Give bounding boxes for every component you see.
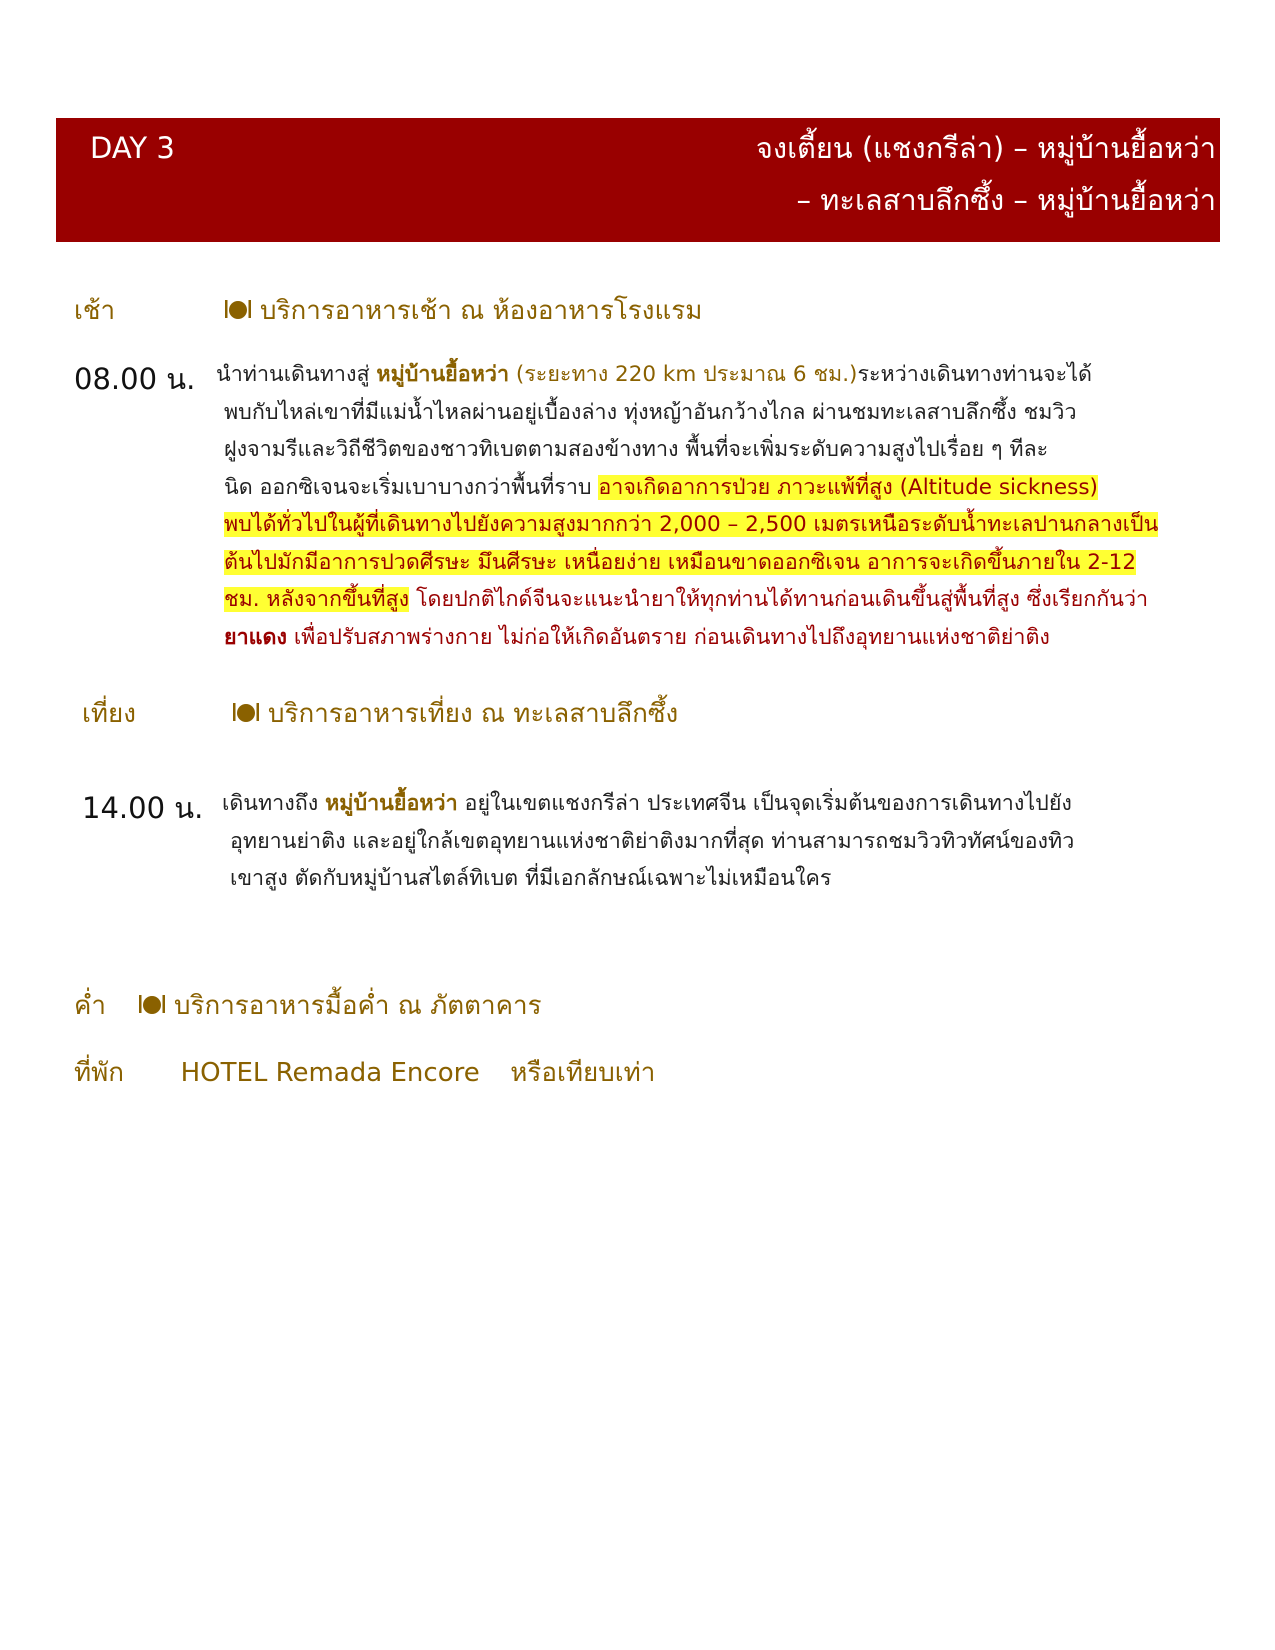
- text-segment: เดินทางถึง: [222, 791, 326, 816]
- lunch-desc: [232, 693, 678, 734]
- text-segment: นำท่านเดินทางสู่: [216, 362, 377, 387]
- distance-note: (ระยะทาง 220 km ประมาณ 6 ชม.): [509, 362, 858, 387]
- paragraph-0800-line-2: พบกับไหล่เขาที่มีแม่น้ำไหลผ่านอยู่เบื้องล่าง ทุ่งหญ้าอันกว้างไกล ผ่านชมทะเลสาบลึกซึ้ง ชมวิว: [224, 399, 1077, 425]
- paragraph-0800-line-8: [216, 619, 1158, 657]
- paragraph-0800-line-5: [216, 506, 1158, 544]
- medicine-note: เพื่อปรับสภาพร่างกาย ไม่ก่อให้เกิดอันตราย ก่อนเดินทางไปถึงอุทยานแห่งชาติย่าติง: [287, 624, 1050, 650]
- paragraph-1400: [222, 785, 1074, 898]
- accommodation-label: ที่พัก: [74, 1058, 125, 1088]
- paragraph-0800-line-4: [216, 469, 1158, 507]
- plate-cutlery-icon: [138, 990, 166, 1018]
- paragraph-0800-line-6: [216, 544, 1158, 582]
- paragraph-0800-line-3: ฝูงจามรีและวิถีชีวิตของชาวทิเบตตามสองข้างทาง พื้นที่จะเพิ่มระดับความสูงไปเรื่อย ๆ ทีละ: [224, 437, 1049, 462]
- day-label: DAY 3: [90, 131, 175, 165]
- plate-cutlery-icon: [224, 295, 252, 323]
- destination-highlight: หมู่บ้านยื้อหว่า: [325, 791, 458, 816]
- dinner-desc: [138, 985, 542, 1026]
- altitude-warning: พบได้ทั่วไปในผู้ที่เดินทางไปยังความสูงมากกว่า 2,000 – 2,500 เมตรเหนือระดับน้ำทะเลปานกลางเป็น: [224, 512, 1159, 537]
- altitude-warning: อาจเกิดอาการป่วย ภาวะแพ้ที่สูง (Altitude sickness): [598, 474, 1098, 500]
- route-line-1: จงเตี้ยน (แชงกรีล่า) – หมู่บ้านยื้อหว่า: [755, 131, 1216, 165]
- paragraph-0800-line-7: [216, 581, 1158, 619]
- lunch-desc-text: บริการอาหารเที่ยง ณ ทะเลสาบลึกซึ้ง: [268, 699, 679, 729]
- day-header-banner: [56, 118, 1220, 242]
- paragraph-0800: [216, 356, 1158, 656]
- paragraph-1400-line-2: อุทยานย่าติง และอยู่ใกล้เขตอุทยานแห่งชาติย่าติงมากที่สุด ท่านสามารถชมวิวทิวทัศน์ของทิว: [230, 828, 1075, 854]
- text-segment: ระหว่างเดินทางท่านจะได้: [857, 362, 1092, 387]
- paragraph-1400-line-3: เขาสูง ตัดกับหมู่บ้านสไตล์ทิเบต ที่มีเอกลักษณ์เฉพาะไม่เหมือนใคร: [230, 866, 832, 891]
- lunch-label: เที่ยง: [82, 699, 136, 729]
- red-medicine-name: ยาแดง: [224, 624, 287, 650]
- altitude-warning: ชม. หลังจากขึ้นที่สูง: [224, 587, 410, 612]
- hotel-alternative: หรือเทียบเท่า: [510, 1058, 656, 1088]
- breakfast-desc-text: บริการอาหารเช้า ณ ห้องอาหารโรงแรม: [260, 296, 703, 326]
- medicine-note: โดยปกติไกด์จีนจะแนะนำยาให้ทุกท่านได้ทานก่อนเดินขึ้นสู่พื้นที่สูง ซึ่งเรียกกันว่า: [409, 587, 1149, 612]
- destination-highlight: หมู่บ้านยื้อหว่า: [376, 362, 510, 387]
- text-segment: นิด ออกซิเจนจะเริ่มเบาบางกว่าพื้นที่ราบ: [224, 474, 599, 500]
- time-label-1400: 14.00 น.: [82, 791, 204, 825]
- breakfast-desc: [224, 290, 702, 331]
- dinner-label: ค่ำ: [74, 991, 106, 1021]
- accommodation-row: [74, 1052, 655, 1093]
- dinner-desc-text: บริการอาหารมื้อค่ำ ณ ภัตตาคาร: [174, 991, 542, 1021]
- plate-cutlery-icon: [232, 698, 260, 726]
- altitude-warning: ต้นไปมักมีอาการปวดศีรษะ มึนศีรษะ เหนื่อยง่าย เหมือนขาดออกซิเจน อาการจะเกิดขึ้นภายใน 2-12: [224, 549, 1136, 575]
- route-line-2: – ทะเลสาบลึกซึ้ง – หมู่บ้านยื้อหว่า: [796, 183, 1216, 217]
- breakfast-label: เช้า: [74, 296, 116, 326]
- paragraph-1400-line-1: [222, 785, 1074, 823]
- time-label-0800: 08.00 น.: [74, 362, 196, 396]
- hotel-name: HOTEL Remada Encore: [180, 1058, 480, 1088]
- text-segment: อยู่ในเขตแชงกรีล่า ประเทศจีน เป็นจุดเริ่มต้นของการเดินทางไปยัง: [457, 791, 1072, 816]
- paragraph-0800-line-1: [216, 356, 1158, 394]
